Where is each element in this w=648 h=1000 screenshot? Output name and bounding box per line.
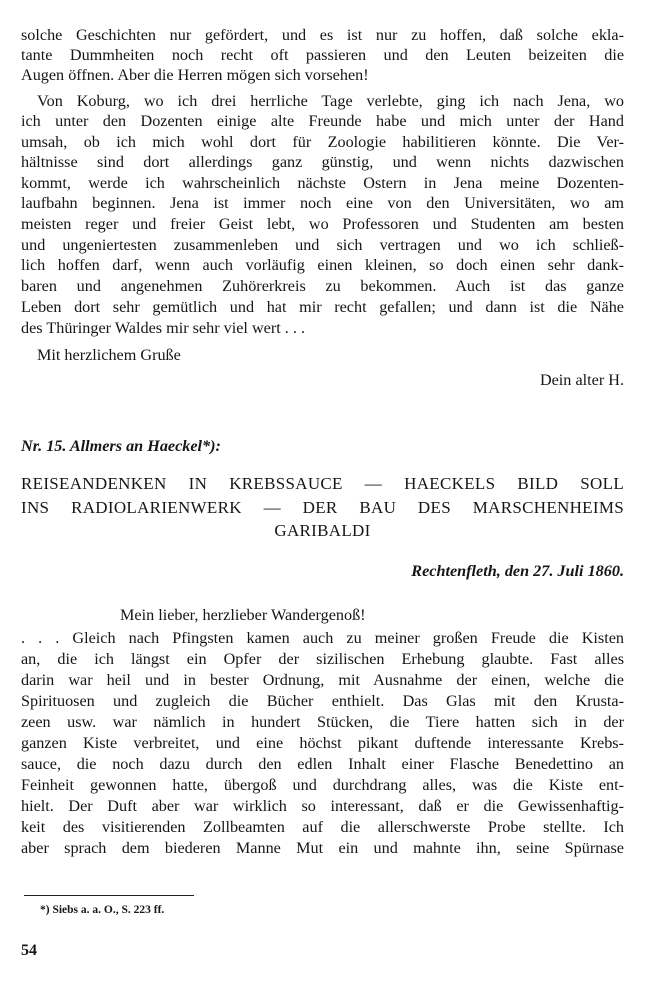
text-line: sauce, die noch dazu durch den edlen Inhalt einer Flasche Benedettino an <box>21 755 624 773</box>
closing-greeting: Mit herzlichem Gruße <box>37 346 181 364</box>
text-line: Spirituosen und zugleich die Bücher enthielt. Das Glas mit den Krusta- <box>21 692 624 710</box>
text-line: tante Dummheiten noch recht oft passieren und den Leuten beizeiten die <box>21 46 624 64</box>
heading-line: REISEANDENKEN IN KREBSSAUCE — HAECKELS BILD SOLL <box>21 474 624 493</box>
text-line: des Thüringer Waldes mir sehr viel wert . . . <box>21 319 306 337</box>
text-line: Von Koburg, wo ich drei herrliche Tage verlebte, ging ich nach Jena, wo <box>37 92 624 110</box>
text-line: ganzen Kiste verbreitet, und eine höchst pikant duftende interessante Krebs- <box>21 734 624 752</box>
place-date: Rechtenfleth, den 27. Juli 1860. <box>411 562 624 580</box>
text-line: Leben dort sehr gemütlich und hat mir recht gefallen; und dann ist die Nähe <box>21 298 624 316</box>
salutation: Mein lieber, herzlieber Wandergenoß! <box>120 606 366 624</box>
text-line: und ungeniertesten zusammenleben und sich vertragen und wo ich schließ- <box>21 236 624 254</box>
text-line: Feinheit gewonnen hatte, übergoß und durchdrang alles, was die Kiste ent- <box>21 776 624 794</box>
text-line: an, die ich längst ein Opfer der sizilischen Erhebung glaubte. Fast alles <box>21 650 624 668</box>
letter-number: Nr. 15. Allmers an Haeckel*): <box>21 437 221 455</box>
text-line: baren und angenehmen Zuhörerkreis zu bekommen. Auch ist das ganze <box>21 277 624 295</box>
text-line: Augen öffnen. Aber die Herren mögen sich vorsehen! <box>21 66 369 84</box>
footnote-divider <box>24 895 194 896</box>
text-line: kommt, werde ich wahrscheinlich nächste Ostern in Jena meine Dozenten- <box>21 174 624 192</box>
signature: Dein alter H. <box>539 371 624 389</box>
text-line: ich unter den Dozenten einige alte Freunde habe und mich unter der Hand <box>21 112 624 130</box>
text-line: meisten reger und freier Geist lebt, wo Professoren und Studenten am besten <box>21 215 624 233</box>
footnote: *) Siebs a. a. O., S. 223 ff. <box>40 904 165 916</box>
text-line: zeen usw. war nämlich in hundert Stücken, die Tiere hatten sich in der <box>21 713 624 731</box>
text-line: hielt. Der Duft aber war wirklich so interessant, daß er die Gewissenhaftig- <box>21 797 624 815</box>
text-line: lich hoffen darf, wenn auch vorläufig einen kleinen, so doch einen sehr dank- <box>21 256 624 274</box>
heading-line: GARIBALDI <box>274 521 371 540</box>
text-line: darin war heil und in bester Ordnung, mit Ausnahme der einen, welche die <box>21 671 624 689</box>
page-number: 54 <box>21 942 37 959</box>
heading-line: INS RADIOLARIENWERK — DER BAU DES MARSCHENHEIMS <box>21 498 624 517</box>
text-line: aber sprach dem biederen Manne Mut ein und mahnte ihn, seine Spürnase <box>21 839 624 857</box>
text-line: hältnisse sind dort allerdings ganz günstig, und wenn nichts dazwischen <box>21 153 624 171</box>
text-line: laufbahn beginnen. Jena ist immer noch eine von den Universitäten, wo am <box>21 194 624 212</box>
text-line: umsah, ob ich mich wohl dort für Zoologie habilitieren könnte. Die Ver- <box>21 133 624 151</box>
text-line: . . . Gleich nach Pfingsten kamen auch zu meiner großen Freude die Kisten <box>21 629 624 647</box>
text-line: keit des visitierenden Zollbeamten auf die allerschwerste Probe stellte. Ich <box>21 818 624 836</box>
text-line: solche Geschichten nur gefördert, und es ist nur zu hoffen, daß solche ekla- <box>21 26 624 44</box>
